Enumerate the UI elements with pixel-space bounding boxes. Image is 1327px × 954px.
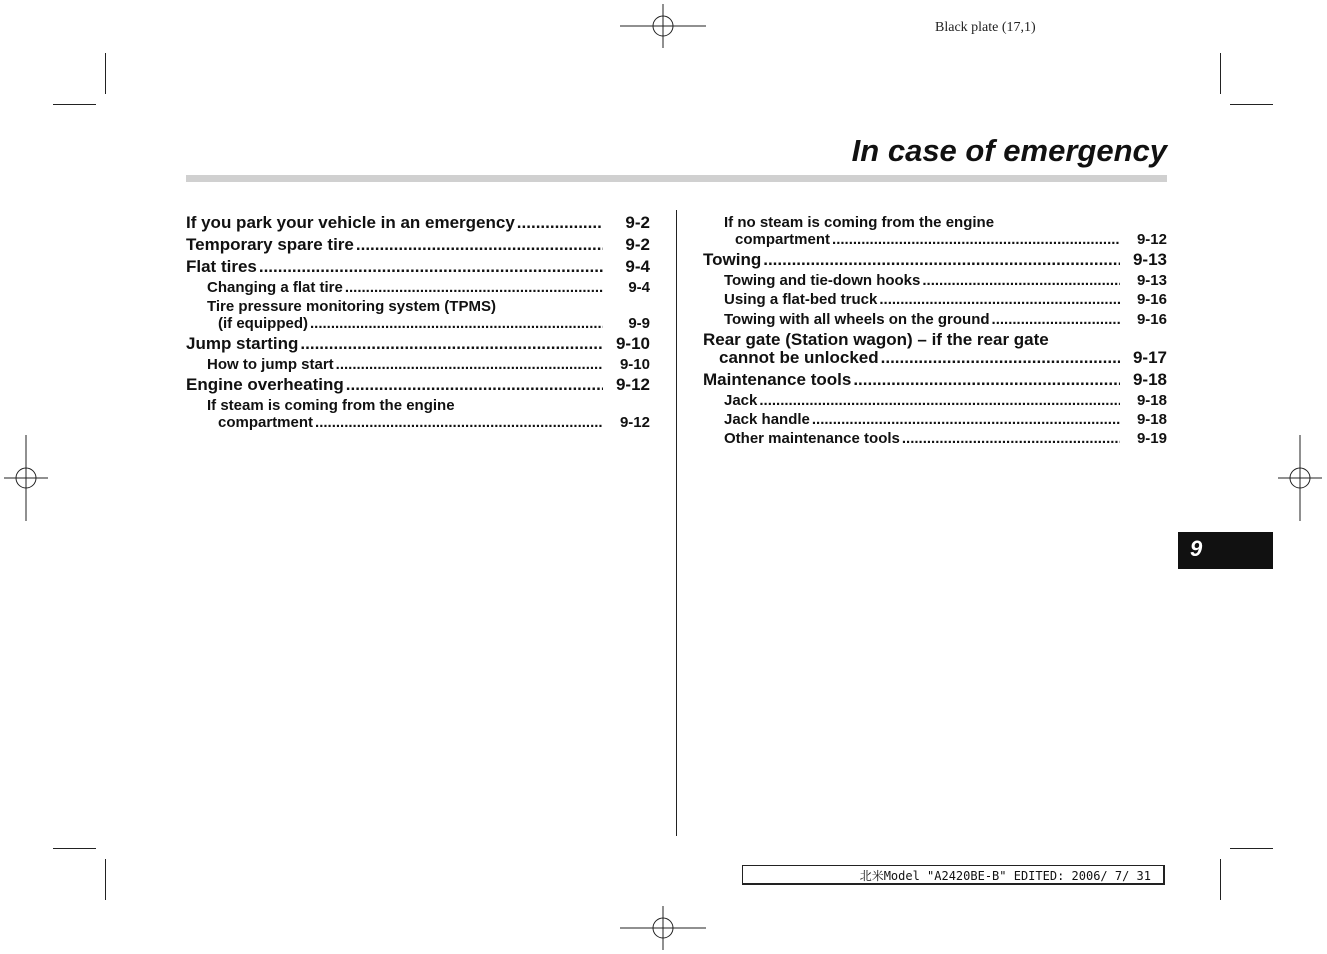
- toc-entry-title: Jump starting: [186, 334, 299, 353]
- toc-entry-title: Flat tires: [186, 257, 257, 276]
- registration-mark-icon: [4, 435, 48, 521]
- toc-subentry[interactable]: [724, 272, 1167, 289]
- toc-entry-title: Towing: [703, 250, 762, 269]
- toc-entry-page: 9-12: [1136, 231, 1167, 248]
- toc-entry-page: 9-19: [1136, 430, 1167, 447]
- title-rule: [186, 175, 1167, 182]
- toc-entry-title: compartment: [218, 414, 314, 431]
- toc-entry-title: (if equipped): [218, 315, 308, 332]
- crop-mark: [53, 848, 96, 849]
- toc-entry[interactable]: [186, 235, 650, 255]
- toc-entry-title: If you park your vehicle in an emergency: [186, 213, 515, 232]
- toc-subentry[interactable]: [218, 315, 650, 332]
- page-title: In case of emergency: [851, 133, 1167, 168]
- chapter-tab[interactable]: [1178, 532, 1273, 569]
- plate-label: Black plate (17,1): [935, 20, 1036, 35]
- registration-mark-icon: [620, 906, 706, 950]
- crop-mark: [1230, 848, 1273, 849]
- toc-entry-page: 9-18: [1136, 411, 1167, 428]
- column-divider: [676, 210, 677, 836]
- crop-mark: [53, 104, 96, 105]
- toc-entry[interactable]: [186, 257, 650, 277]
- toc-entry-page: 9-18: [1136, 392, 1167, 409]
- toc-subentry[interactable]: [724, 291, 1167, 308]
- toc-entry-title: cannot be unlocked: [719, 348, 879, 367]
- toc-entry-title: Changing a flat tire: [207, 279, 343, 296]
- toc-subentry[interactable]: [724, 311, 1167, 328]
- toc-subentry-line1: If no steam is coming from the engine: [724, 214, 995, 231]
- toc-entry-page: 9-9: [628, 315, 650, 332]
- footer-model-edited: 北米Model "A2420BE-B" EDITED: 2006/ 7/ 31: [742, 865, 1165, 885]
- toc-entry[interactable]: [186, 334, 650, 354]
- toc-entry-title: Jack: [724, 392, 758, 409]
- toc-subentry[interactable]: [724, 411, 1167, 428]
- toc-entry-line1: Rear gate (Station wagon) – if the rear gate: [703, 330, 1049, 349]
- toc-entry-page: 9-16: [1136, 291, 1167, 308]
- toc-entry-page: 9-2: [625, 235, 650, 254]
- crop-mark: [105, 859, 106, 900]
- toc-entry-page: 9-12: [619, 414, 650, 431]
- registration-mark-icon: [620, 4, 706, 48]
- toc-entry-page: 9-2: [625, 213, 650, 232]
- crop-mark: [1220, 859, 1221, 900]
- toc-entry[interactable]: [186, 213, 650, 233]
- toc-entry-title: Maintenance tools: [703, 370, 852, 389]
- toc-subentry[interactable]: [724, 430, 1167, 447]
- toc-entry-title: Temporary spare tire: [186, 235, 354, 254]
- toc-entry-page: 9-4: [625, 257, 650, 276]
- toc-entry-title: Jack handle: [724, 411, 810, 428]
- toc-entry-page: 9-16: [1136, 311, 1167, 328]
- toc-entry-page: 9-10: [615, 334, 650, 353]
- toc-subentry[interactable]: [735, 231, 1167, 248]
- crop-mark: [105, 53, 106, 94]
- toc-entry-title: Towing and tie-down hooks: [724, 272, 921, 289]
- toc-subentry-line1: Tire pressure monitoring system (TPMS): [207, 298, 496, 315]
- toc-entry-page: 9-13: [1132, 250, 1167, 269]
- toc-subentry[interactable]: [724, 392, 1167, 409]
- toc-entry-page: 9-12: [615, 375, 650, 394]
- toc-entry-page: 9-18: [1132, 370, 1167, 389]
- toc-entry-title: Towing with all wheels on the ground: [724, 311, 990, 328]
- toc-entry-title: How to jump start: [207, 356, 334, 373]
- toc-entry-title: Other maintenance tools: [724, 430, 900, 447]
- toc-entry-page: 9-10: [619, 356, 650, 373]
- toc-entry-page: 9-13: [1136, 272, 1167, 289]
- crop-mark: [1230, 104, 1273, 105]
- toc-entry-title: compartment: [735, 231, 831, 248]
- toc-entry-title: Engine overheating: [186, 375, 344, 394]
- toc-entry[interactable]: [186, 375, 650, 395]
- toc-entry-title: Using a flat-bed truck: [724, 291, 878, 308]
- toc-subentry[interactable]: [218, 414, 650, 431]
- toc-entry[interactable]: [703, 250, 1167, 270]
- toc-entry[interactable]: [703, 370, 1167, 390]
- toc-subentry-line1: If steam is coming from the engine: [207, 397, 455, 414]
- chapter-tab-number: 9: [1190, 536, 1203, 561]
- crop-mark: [1220, 53, 1221, 94]
- toc-subentry[interactable]: [207, 279, 650, 296]
- registration-mark-icon: [1278, 435, 1322, 521]
- toc-entry[interactable]: [719, 348, 1167, 368]
- toc-entry-page: 9-17: [1132, 348, 1167, 367]
- toc-entry-page: 9-4: [628, 279, 650, 296]
- toc-subentry[interactable]: [207, 356, 650, 373]
